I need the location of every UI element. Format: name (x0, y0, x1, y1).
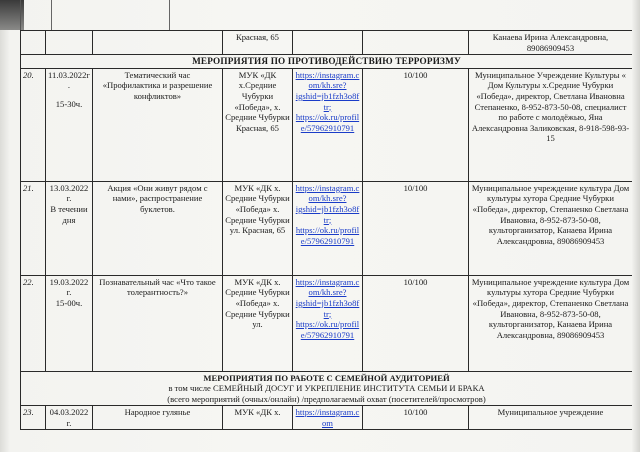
row-number: 23. (21, 406, 46, 430)
time-text: 15-00ч. (55, 297, 83, 308)
table-row (21, 275, 633, 371)
row-number: 22. (21, 275, 46, 371)
grid-line (51, 0, 52, 30)
coverage-cell: 10/100 (363, 406, 469, 430)
place-cell: МУК «ДК х. (223, 406, 293, 430)
date-text: 13.03.2022г. (49, 182, 89, 204)
event-cell: Акция «Они живут рядом с нами», распространение буклетов. (93, 181, 223, 275)
links-cell (293, 181, 363, 275)
page-edge (632, 0, 640, 452)
date-cell (46, 68, 93, 181)
table-row (21, 68, 633, 181)
section-note: (всего мероприятий (очных/онлайн) /предполагаемый охват (посетителей/просмотров) (167, 393, 486, 404)
section-title-block (21, 371, 633, 405)
ok-link[interactable]: https://ok.ru/profile/57962910791 (295, 319, 360, 340)
grid-line (169, 0, 170, 30)
table-top-edge (20, 0, 634, 30)
responsible-cell: Муниципальное учреждение культура Дом культуры хутора Средние Чубурки «Победа», директор, Степаненко Светлана Ивановна, 8-952-873-50-08, культорганизатор, Канаева Ирина Александровна, 89086909453 (469, 275, 633, 371)
instagram-link[interactable]: https://instagram.com/kh.sre?igshid=jb1fzh3o8ftr (295, 182, 360, 225)
responsible-cell: Муниципальное учреждение (469, 406, 633, 430)
instagram-link[interactable]: https://instagram.com (293, 406, 363, 430)
section-title: МЕРОПРИЯТИЯ ПО РАБОТЕ С СЕМЕЙНОЙ АУДИТОРИЕЙ (203, 372, 450, 383)
event-cell: Народное гулянье (93, 406, 223, 430)
time-text: 15-30ч. (55, 98, 83, 109)
event-cell: Познавательный час «Что такое толерантность?» (93, 275, 223, 371)
responsible-cell: Муниципальное Учреждение Культуры « Дом Культуры х.Средние Чубурки «Победа», директор, Светлана Ивановна Степаненко, 8-952-873-50-08, специалист по работе с молодёжью, Яна Александровна Заликовская, 8-918-598-93-15 (469, 68, 633, 181)
place-cell: МУК «ДК х.Средние Чубурки «Победа», х. Средние Чубурки Красная, 65 (223, 68, 293, 181)
coverage-cell: 10/100 (363, 275, 469, 371)
place-cell: МУК «ДК х. Средние Чубурки «Победа» х. Средние Чубурки ул. (223, 275, 293, 371)
date-text: 19.03.2022г. (49, 276, 89, 298)
ok-link[interactable]: https://ok.ru/profile/57962910791 (295, 112, 360, 133)
responsible-cell: Канаева Ирина Александровна, 89086909453 (469, 31, 633, 55)
row-number: 20. (21, 68, 46, 181)
date-cell (46, 275, 93, 371)
instagram-link[interactable]: https://instagram.com/kh.sre?igshid=jb1fzh3o8ftr (295, 69, 360, 112)
time-text: В течении дня (50, 203, 88, 225)
table-row (21, 406, 633, 430)
events-table (20, 30, 633, 430)
link-separator: ; (328, 308, 332, 319)
link-separator: ; (328, 101, 332, 112)
section-header (21, 371, 633, 405)
place-cell: МУК «ДК х. Средние Чубурки «Победа» х. Средние Чубурки ул. Красная, 65 (223, 181, 293, 275)
place-cell: Красная, 65 (223, 31, 293, 55)
ok-link[interactable]: https://ok.ru/profile/57962910791 (295, 225, 360, 246)
coverage-cell: 10/100 (363, 68, 469, 181)
table-row (21, 181, 633, 275)
date-cell (46, 181, 93, 275)
coverage-cell: 10/100 (363, 181, 469, 275)
section-subtitle: в том числе СЕМЕЙНЫЙ ДОСУГ И УКРЕПЛЕНИЕ ИНСТИТУТА СЕМЬИ И БРАКА (168, 383, 485, 394)
table-row (21, 31, 633, 55)
links-cell (293, 68, 363, 181)
section-title: МЕРОПРИЯТИЯ ПО ПРОТИВОДЕЙСТВИЮ ТЕРРОРИЗМУ (21, 55, 633, 69)
instagram-link[interactable]: https://instagram.com/kh.sre?igshid=jb1fzh3o8ftr (295, 276, 360, 319)
event-cell: Тематический час «Профилактика и разрешение конфликтов» (93, 68, 223, 181)
links-cell (293, 275, 363, 371)
link-separator: ; (328, 214, 332, 225)
date-text: 11.03.2022г. (48, 69, 90, 91)
responsible-cell: Муниципальное учреждение культура Дом культуры хутора Средние Чубурки «Победа», директор, Степаненко Светлана Ивановна, 8-952-873-50-08, культорганизатор, Канаева Ирина Александровна, 89086909453 (469, 181, 633, 275)
date-cell: 04.03.2022г. (46, 406, 93, 430)
section-header (21, 55, 633, 69)
row-number: 21. (21, 181, 46, 275)
